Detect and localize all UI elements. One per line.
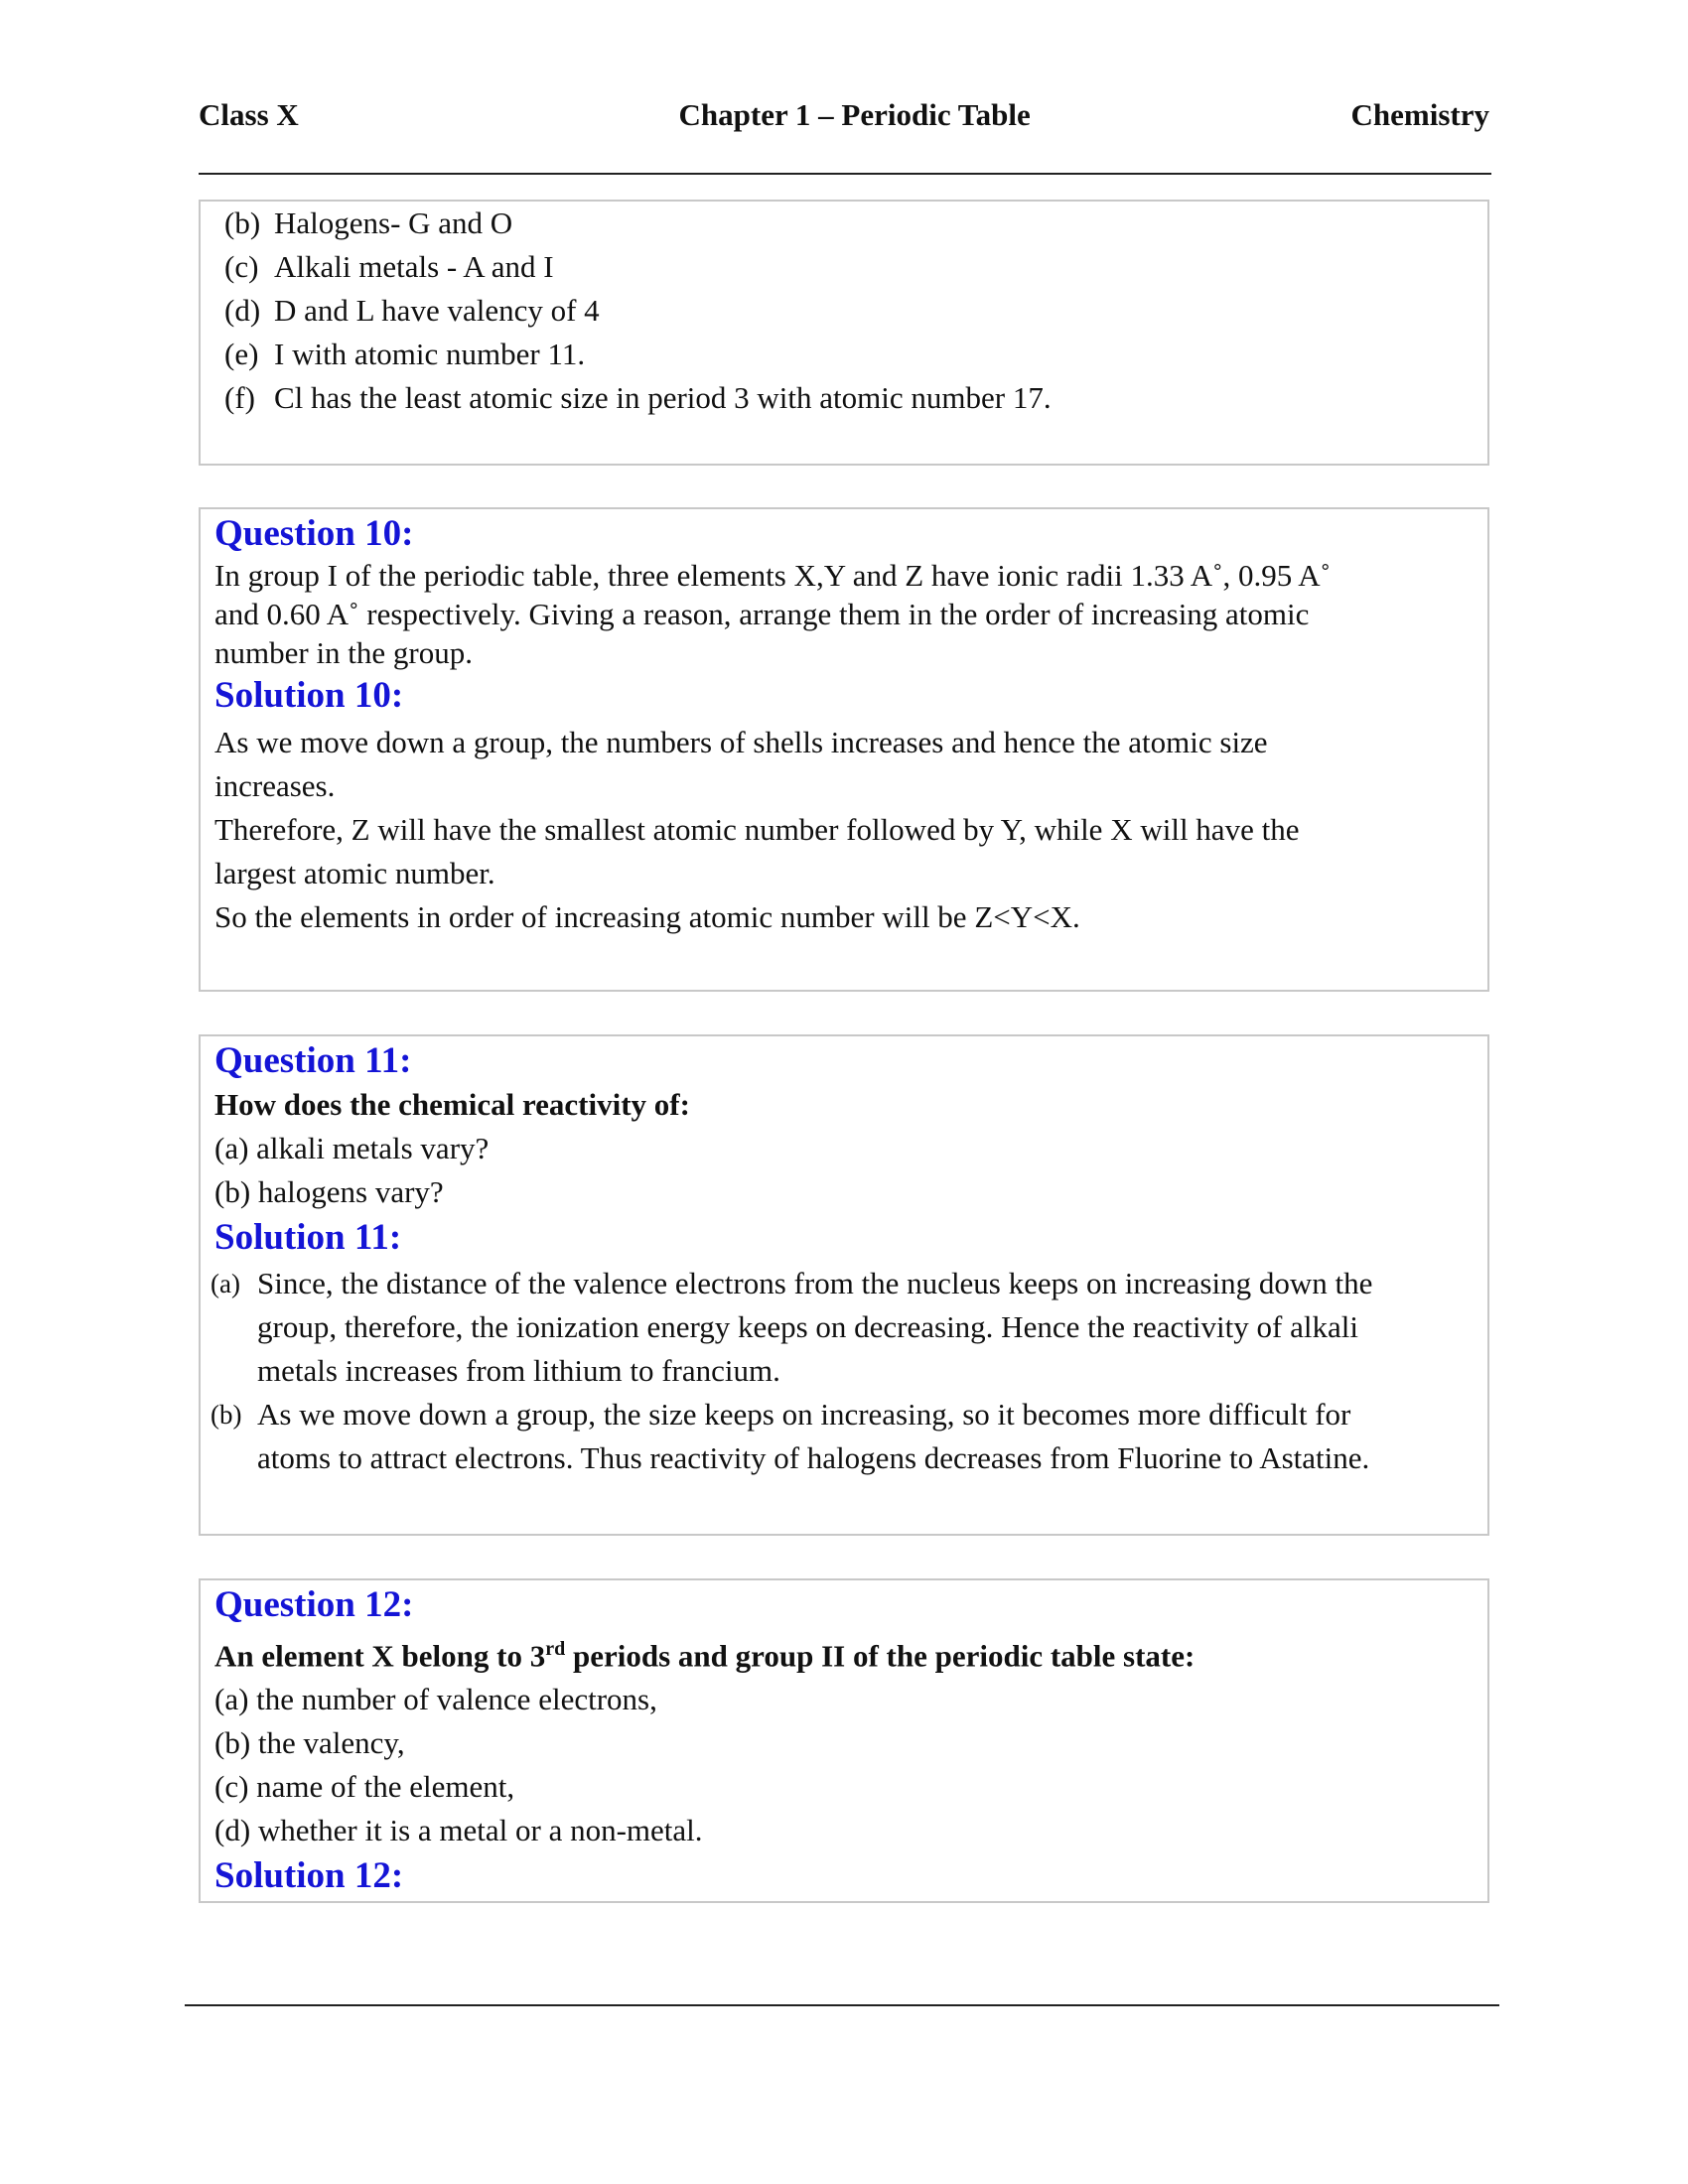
solution-10-text: As we move down a group, the numbers of shells increases and hence the atomic size increases. Therefore, Z will have the smallest atomic number followed by Y, while X will have the largest atomic number. So the elements in order of increasing atomic number will be Z<Y<X. — [214, 725, 1300, 934]
header-divider — [199, 173, 1491, 175]
question-10-title: Question 10: — [214, 513, 414, 554]
header-chapter: Chapter 1 – Periodic Table — [678, 97, 1031, 132]
list-item: (c) Alkali metals - A and I — [224, 249, 554, 284]
previous-answer-list — [224, 202, 1487, 420]
solution-11-list — [211, 1262, 1487, 1480]
previous-answer-box — [199, 200, 1489, 466]
question-10-box — [199, 507, 1489, 992]
header-class: Class X — [199, 97, 299, 132]
question-10-text: In group I of the periodic table, three elements X,Y and Z have ionic radii 1.33 A˚, 0.95 A˚ and 0.60 A˚ respectively. Giving a reason, arrange them in the order of increasing atomic number in the group. — [214, 558, 1331, 670]
list-item: (d) D and L have valency of 4 — [224, 293, 600, 328]
question-11-option: (b) halogens vary? — [214, 1174, 444, 1209]
page-header — [199, 97, 1489, 133]
list-item: (b) Halogens- G and O — [224, 205, 513, 240]
question-12-box — [199, 1578, 1489, 1903]
question-12-option: (c) name of the element, — [214, 1769, 515, 1805]
question-11-text: How does the chemical reactivity of: — [214, 1087, 690, 1122]
list-item: (a) Since, the distance of the valence electrons from the nucleus keeps on increasing down the group, therefore, the ionization energy keeps on decreasing. Hence the reactivity of alkali metals increases from lithium to francium. — [211, 1266, 1373, 1388]
footer-divider — [185, 2004, 1499, 2006]
question-12-title: Question 12: — [214, 1584, 414, 1625]
question-12-option: (d) whether it is a metal or a non-metal. — [214, 1813, 703, 1848]
solution-10-title: Solution 10: — [214, 675, 404, 716]
question-11-option: (a) alkali metals vary? — [214, 1131, 490, 1165]
header-subject: Chemistry — [1350, 97, 1489, 132]
solution-12-title: Solution 12: — [214, 1855, 404, 1897]
list-item: (f) Cl has the least atomic size in period 3 with atomic number 17. — [224, 380, 1052, 415]
question-12-option: (b) the valency, — [214, 1725, 405, 1761]
question-12-option: (a) the number of valence electrons, — [214, 1682, 657, 1717]
list-item: (e) I with atomic number 11. — [224, 337, 586, 371]
solution-11-title: Solution 11: — [214, 1217, 402, 1258]
question-12-text: An element X belong to 3rd periods and group II of the periodic table state: — [214, 1638, 1196, 1674]
list-item: (b) As we move down a group, the size keeps on increasing, so it becomes more difficult for atoms to attract electrons. Thus reactivity of halogens decreases from Fluorine to Astatine. — [211, 1397, 1370, 1475]
question-11-box — [199, 1034, 1489, 1536]
question-11-title: Question 11: — [214, 1040, 412, 1081]
